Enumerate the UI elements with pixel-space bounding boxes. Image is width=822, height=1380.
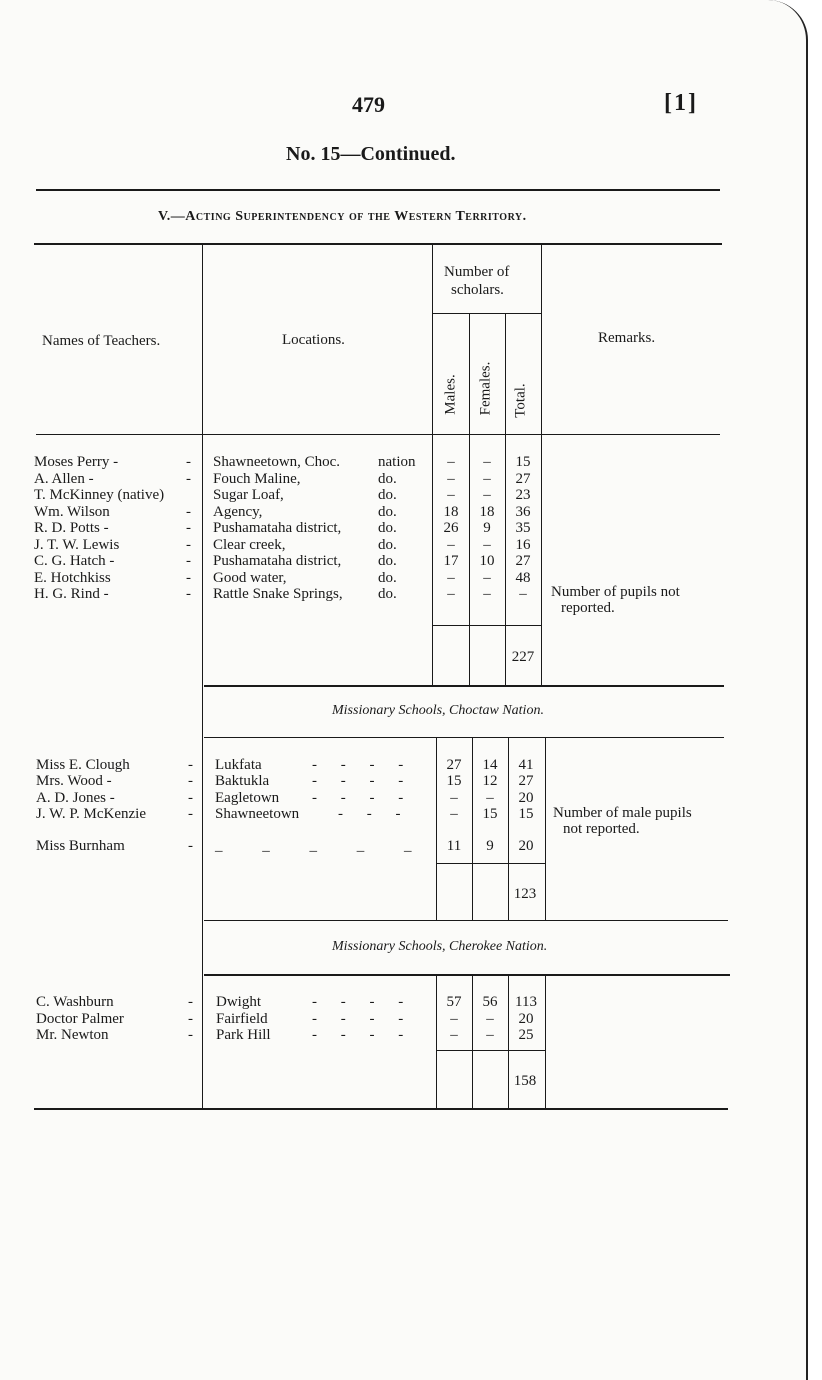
table-bottom-rule (34, 1108, 728, 1110)
leader-dash: - (186, 570, 191, 586)
total-value: 48 (515, 570, 531, 586)
females-value: 10 (479, 553, 495, 569)
header-total: Total. (512, 383, 529, 418)
col-divider-total (541, 245, 542, 685)
leader-dash: - (186, 454, 191, 470)
header-number-of: Number of (444, 264, 510, 280)
g3-col-divider-females (508, 976, 509, 1110)
location-suffix: do. (378, 553, 397, 569)
group1-bottom-rule (204, 685, 724, 687)
group3-title-rule (204, 974, 730, 976)
females-value: 56 (482, 994, 498, 1010)
total-value: 27 (515, 553, 531, 569)
leader-dashes: - - - - (312, 773, 404, 789)
total-value: 15 (515, 454, 531, 470)
males-value: – (447, 586, 455, 602)
g2-col-divider-males (472, 738, 473, 920)
teacher-name: C. G. Hatch - (34, 553, 115, 569)
males-value: – (447, 570, 455, 586)
leader-dashes: - - - - (312, 790, 404, 806)
group1-remark-line2: reported. (561, 600, 615, 616)
males-value: – (447, 487, 455, 503)
males-value: 27 (446, 757, 462, 773)
leader-dash: - (186, 504, 191, 520)
location-suffix: do. (378, 487, 397, 503)
females-value: – (483, 487, 491, 503)
females-value: 15 (482, 806, 498, 822)
total-value: 27 (518, 773, 534, 789)
males-value: 17 (443, 553, 459, 569)
header-females: Females. (477, 361, 494, 416)
females-value: 9 (483, 520, 491, 536)
teacher-name: J. W. P. McKenzie (36, 806, 146, 822)
females-value: – (483, 537, 491, 553)
leader-dash: - (186, 471, 191, 487)
males-value: – (450, 790, 458, 806)
females-value: 14 (482, 757, 498, 773)
total-value: 20 (518, 1011, 534, 1027)
location-name: Lukfata (215, 757, 262, 773)
group2-remark-line2: not reported. (563, 821, 640, 837)
leader-dash: - (188, 806, 193, 822)
teacher-name: Mr. Newton (36, 1027, 109, 1043)
group2-sum-total: 123 (513, 886, 537, 902)
teacher-name: Moses Perry - (34, 454, 119, 470)
teacher-name: E. Hotchkiss (34, 570, 111, 586)
leader-dash: - (188, 773, 193, 789)
males-value: 26 (443, 520, 459, 536)
location-name: Baktukla (215, 773, 270, 789)
location-name: _ _ _ _ _ (215, 838, 430, 854)
location-name: Rattle Snake Springs, (213, 586, 343, 602)
leader-dashes: - - - - (312, 757, 404, 773)
location-name: Fairfield (216, 1011, 268, 1027)
teacher-name: T. McKinney (native) (34, 487, 165, 503)
location-name: Park Hill (216, 1027, 271, 1043)
teacher-name: Doctor Palmer (36, 1011, 124, 1027)
females-value: – (486, 1011, 494, 1027)
total-value: 35 (515, 520, 531, 536)
location-name: Shawneetown (215, 806, 300, 822)
leader-dash: - (188, 790, 193, 806)
col-divider-teachers (202, 245, 203, 1110)
location-name: Agency, (213, 504, 263, 520)
leader-dash: - (188, 1011, 193, 1027)
females-value: 12 (482, 773, 498, 789)
leader-dashes: - - - (338, 806, 401, 822)
total-value: – (519, 586, 527, 602)
location-suffix: do. (378, 504, 397, 520)
males-value: – (447, 537, 455, 553)
g3-col-divider-males (472, 976, 473, 1110)
females-value: – (483, 454, 491, 470)
group2-remark-line1: Number of male pupils (553, 805, 692, 821)
location-name: Sugar Loaf, (213, 487, 284, 503)
leader-dash: - (186, 537, 191, 553)
leader-dash: - (186, 520, 191, 536)
section-title: V.—Acting Superintendency of the Western Territory. (158, 209, 527, 224)
g2-col-divider-females (508, 738, 509, 920)
location-suffix: do. (378, 520, 397, 536)
males-value: – (450, 1027, 458, 1043)
g3-col-divider-total (545, 976, 546, 1110)
total-value: 113 (515, 994, 537, 1010)
females-value: – (483, 570, 491, 586)
header-males: Males. (442, 374, 459, 415)
total-value: 27 (515, 471, 531, 487)
location-name: Pushamataha district, (213, 520, 342, 536)
location-name: Eagletown (215, 790, 280, 806)
group3-sum-rule (437, 1050, 545, 1051)
females-value: – (483, 586, 491, 602)
leader-dash: - (186, 586, 191, 602)
teacher-name: J. T. W. Lewis (34, 537, 120, 553)
total-value: 25 (518, 1027, 534, 1043)
header-teachers: Names of Teachers. (42, 333, 161, 349)
location-suffix: do. (378, 537, 397, 553)
teacher-name: A. Allen - (34, 471, 94, 487)
total-value: 23 (515, 487, 531, 503)
group2-bottom-rule (204, 920, 728, 921)
header-remarks: Remarks. (598, 330, 656, 346)
col-divider-females (505, 314, 506, 685)
group1-sum-rule (433, 625, 541, 626)
header-scholars: scholars. (451, 282, 504, 298)
header-bottom-rule (36, 434, 720, 435)
total-value: 16 (515, 537, 531, 553)
col-divider-locations (432, 245, 433, 685)
leader-dash: - (188, 994, 193, 1010)
males-value: – (450, 1011, 458, 1027)
g2-col-divider-total (545, 738, 546, 920)
bracket-label: [1] (664, 90, 698, 116)
g3-col-divider-locations (436, 976, 437, 1110)
females-value: 9 (486, 838, 494, 854)
location-suffix: do. (378, 570, 397, 586)
group1-sum-total: 227 (511, 649, 535, 665)
males-value: 18 (443, 504, 459, 520)
teacher-name: Miss E. Clough (36, 757, 130, 773)
location-name: Pushamataha district, (213, 553, 342, 569)
location-name: Good water, (213, 570, 287, 586)
location-suffix: do. (378, 586, 397, 602)
location-name: Dwight (216, 994, 261, 1010)
total-value: 15 (518, 806, 534, 822)
top-rule (36, 189, 720, 191)
col-divider-males (469, 314, 470, 685)
total-value: 20 (518, 838, 534, 854)
teacher-name: A. D. Jones - (36, 790, 115, 806)
g2-col-divider-locations (436, 738, 437, 920)
location-name: Shawneetown, Choc. (213, 454, 341, 470)
males-value: 11 (446, 838, 462, 854)
teacher-name: Mrs. Wood - (36, 773, 112, 789)
total-value: 20 (518, 790, 534, 806)
males-value: – (450, 806, 458, 822)
leader-dash: - (188, 838, 193, 854)
header-locations: Locations. (282, 332, 345, 348)
location-name: Fouch Maline, (213, 471, 301, 487)
leader-dashes: - - - - (312, 1027, 404, 1043)
location-suffix: nation (378, 454, 416, 470)
teacher-name: C. Washburn (36, 994, 114, 1010)
leader-dash: - (188, 757, 193, 773)
scholars-rule (433, 313, 541, 314)
leader-dashes: - - - - (312, 1011, 404, 1027)
males-value: – (447, 454, 455, 470)
location-suffix: do. (378, 471, 397, 487)
location-name: Clear creek, (213, 537, 286, 553)
females-value: 18 (479, 504, 495, 520)
group3-title: Missionary Schools, Cherokee Nation. (332, 939, 548, 954)
total-value: 36 (515, 504, 531, 520)
group1-remark-line1: Number of pupils not (551, 584, 680, 600)
teacher-name: Wm. Wilson (34, 504, 110, 520)
total-value: 41 (518, 757, 534, 773)
group3-sum-total: 158 (513, 1073, 537, 1089)
leader-dashes: - - - - (312, 994, 404, 1010)
males-value: 57 (446, 994, 462, 1010)
teacher-name: H. G. Rind - (34, 586, 109, 602)
leader-dash: - (188, 1027, 193, 1043)
group2-sum-rule (437, 863, 545, 864)
teacher-name: Miss Burnham (36, 838, 125, 854)
males-value: 15 (446, 773, 462, 789)
page-number: 479 (352, 92, 385, 117)
males-value: – (447, 471, 455, 487)
females-value: – (486, 1027, 494, 1043)
continued-title: No. 15—Continued. (286, 143, 456, 165)
teacher-name: R. D. Potts - (34, 520, 109, 536)
header-top-rule (34, 243, 722, 245)
females-value: – (486, 790, 494, 806)
group2-title: Missionary Schools, Choctaw Nation. (332, 703, 544, 718)
females-value: – (483, 471, 491, 487)
group2-title-rule (204, 737, 724, 738)
leader-dash: - (186, 553, 191, 569)
